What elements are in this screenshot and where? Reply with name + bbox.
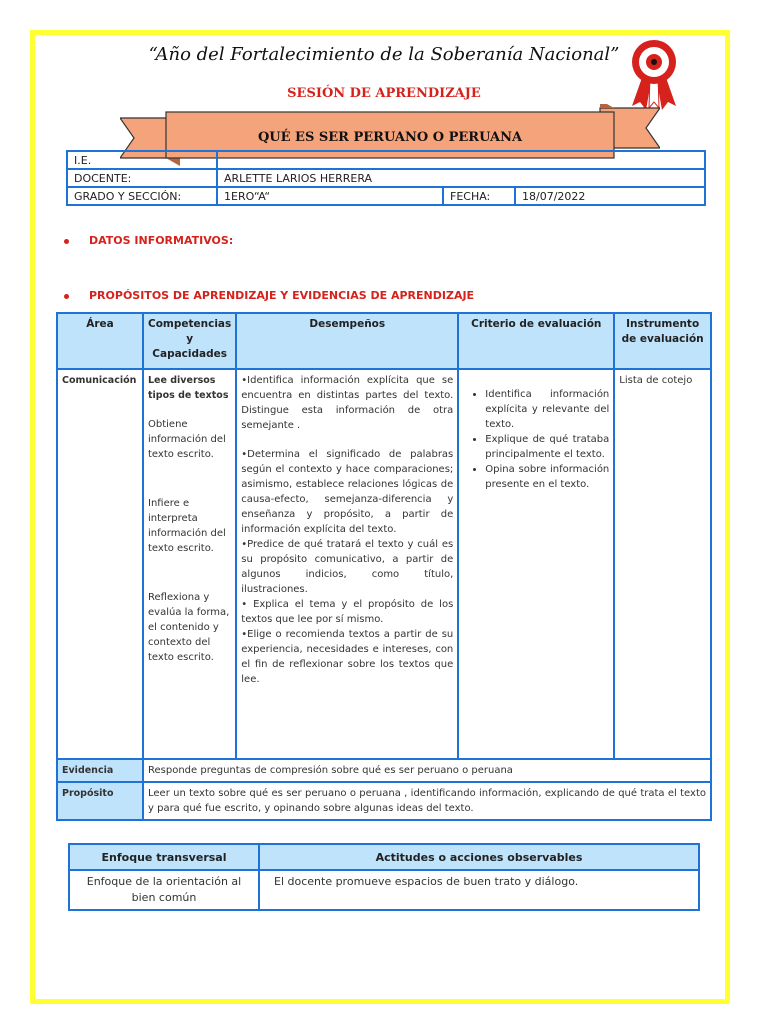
capacidades-cell bbox=[143, 369, 236, 759]
section-propositos bbox=[64, 289, 474, 302]
desempeno-2: •Determina el significado de palabras según el contexto y hace comparaciones; asimismo, establece relaciones lógicas de causa-efecto, semejanza-diferencia y enseñanza y propósito, a partir de información explícita del texto. bbox=[241, 449, 454, 535]
banner-title: QUÉ ES SER PERUANO O PERUANA bbox=[257, 130, 523, 145]
section-propositos-label: PROPÓSITOS DE APRENDIZAJE Y EVIDENCIAS DE APRENDIZAJE bbox=[89, 289, 475, 302]
bullet-dot bbox=[64, 239, 69, 244]
section-datos bbox=[64, 234, 233, 247]
evidencia-label: Evidencia bbox=[57, 759, 143, 782]
info-table bbox=[66, 150, 706, 206]
docente-label: DOCENTE: bbox=[67, 169, 217, 187]
header-competencias: Competencias y Capacidades bbox=[143, 313, 236, 369]
ie-label: I.E. bbox=[67, 151, 217, 169]
grado-label: GRADO Y SECCIÓN: bbox=[67, 187, 217, 205]
criterio-2: • Explique de qué trataba principalmente el texto. bbox=[485, 432, 609, 462]
session-label: SESIÓN DE APRENDIZAJE bbox=[287, 86, 481, 101]
header-instrumento: Instrumento de evaluación bbox=[614, 313, 711, 369]
header-area: Área bbox=[57, 313, 143, 369]
criterios-list bbox=[463, 387, 609, 492]
evidencia-value: Responde preguntas de compresión sobre qué es ser peruano o peruana bbox=[143, 759, 711, 782]
bullet-dot bbox=[64, 294, 69, 299]
enfoque-value: Enfoque de la orientación al bien común bbox=[69, 870, 259, 910]
criterio-1: • Identifica información explícita y relevante del texto. bbox=[485, 387, 609, 432]
proposito-label: Propósito bbox=[57, 782, 143, 820]
instrumento-cell: Lista de cotejo bbox=[614, 369, 711, 759]
header-criterio: Criterio de evaluación bbox=[458, 313, 614, 369]
grado-value: 1ERO“A“ bbox=[217, 187, 443, 205]
desempenos-cell bbox=[236, 369, 458, 759]
capacidad-3: Reflexiona y evalúa la forma, el contenido y contexto del texto escrito. bbox=[148, 592, 230, 663]
docente-value: ARLETTE LARIOS HERRERA bbox=[217, 169, 705, 187]
area-cell: Comunicación bbox=[57, 369, 143, 759]
header-actitudes: Actitudes o acciones observables bbox=[259, 844, 699, 870]
year-title: “Año del Fortalecimiento de la Soberanía Nacional” bbox=[148, 44, 620, 65]
capacidad-2: Infiere e interpreta información del texto escrito. bbox=[148, 498, 226, 554]
ie-value bbox=[217, 151, 705, 169]
header-enfoque: Enfoque transversal bbox=[69, 844, 259, 870]
transversal-table bbox=[68, 843, 700, 911]
section-datos-label: DATOS INFORMATIVOS: bbox=[89, 234, 234, 247]
criterio-3: • Opina sobre información presente en el texto. bbox=[485, 462, 609, 492]
actitud-value: El docente promueve espacios de buen trato y diálogo. bbox=[259, 870, 699, 910]
fecha-value: 18/07/2022 bbox=[515, 187, 705, 205]
competencia-text: Lee diversos tipos de textos bbox=[148, 375, 229, 401]
capacidad-1: Obtiene información del texto escrito. bbox=[148, 419, 226, 460]
desempeno-5: •Elige o recomienda textos a partir de su experiencia, necesidades e intereses, con el fin de reflexionar sobre los textos que lee. bbox=[241, 629, 454, 685]
desempeno-4: • Explica el tema y el propósito de los textos que lee por sí mismo. bbox=[241, 599, 454, 625]
proposito-value: Leer un texto sobre qué es ser peruano o peruana , identificando información, explicando de qué trata el texto y para qué fue escrito, y opinando sobre algunas ideas del texto. bbox=[143, 782, 711, 820]
fecha-label: FECHA: bbox=[443, 187, 515, 205]
desempeno-3: •Predice de qué tratará el texto y cuál es su propósito comunicativo, a partir de algunos indicios, como título, ilustraciones. bbox=[241, 539, 454, 595]
criterios-cell bbox=[458, 369, 614, 759]
desempeno-1: •Identifica información explícita que se encuentra en distintas partes del texto. Distingue esta información de otra semejante . bbox=[241, 375, 454, 431]
competencias-table bbox=[56, 312, 712, 821]
header-desempenos: Desempeños bbox=[236, 313, 458, 369]
